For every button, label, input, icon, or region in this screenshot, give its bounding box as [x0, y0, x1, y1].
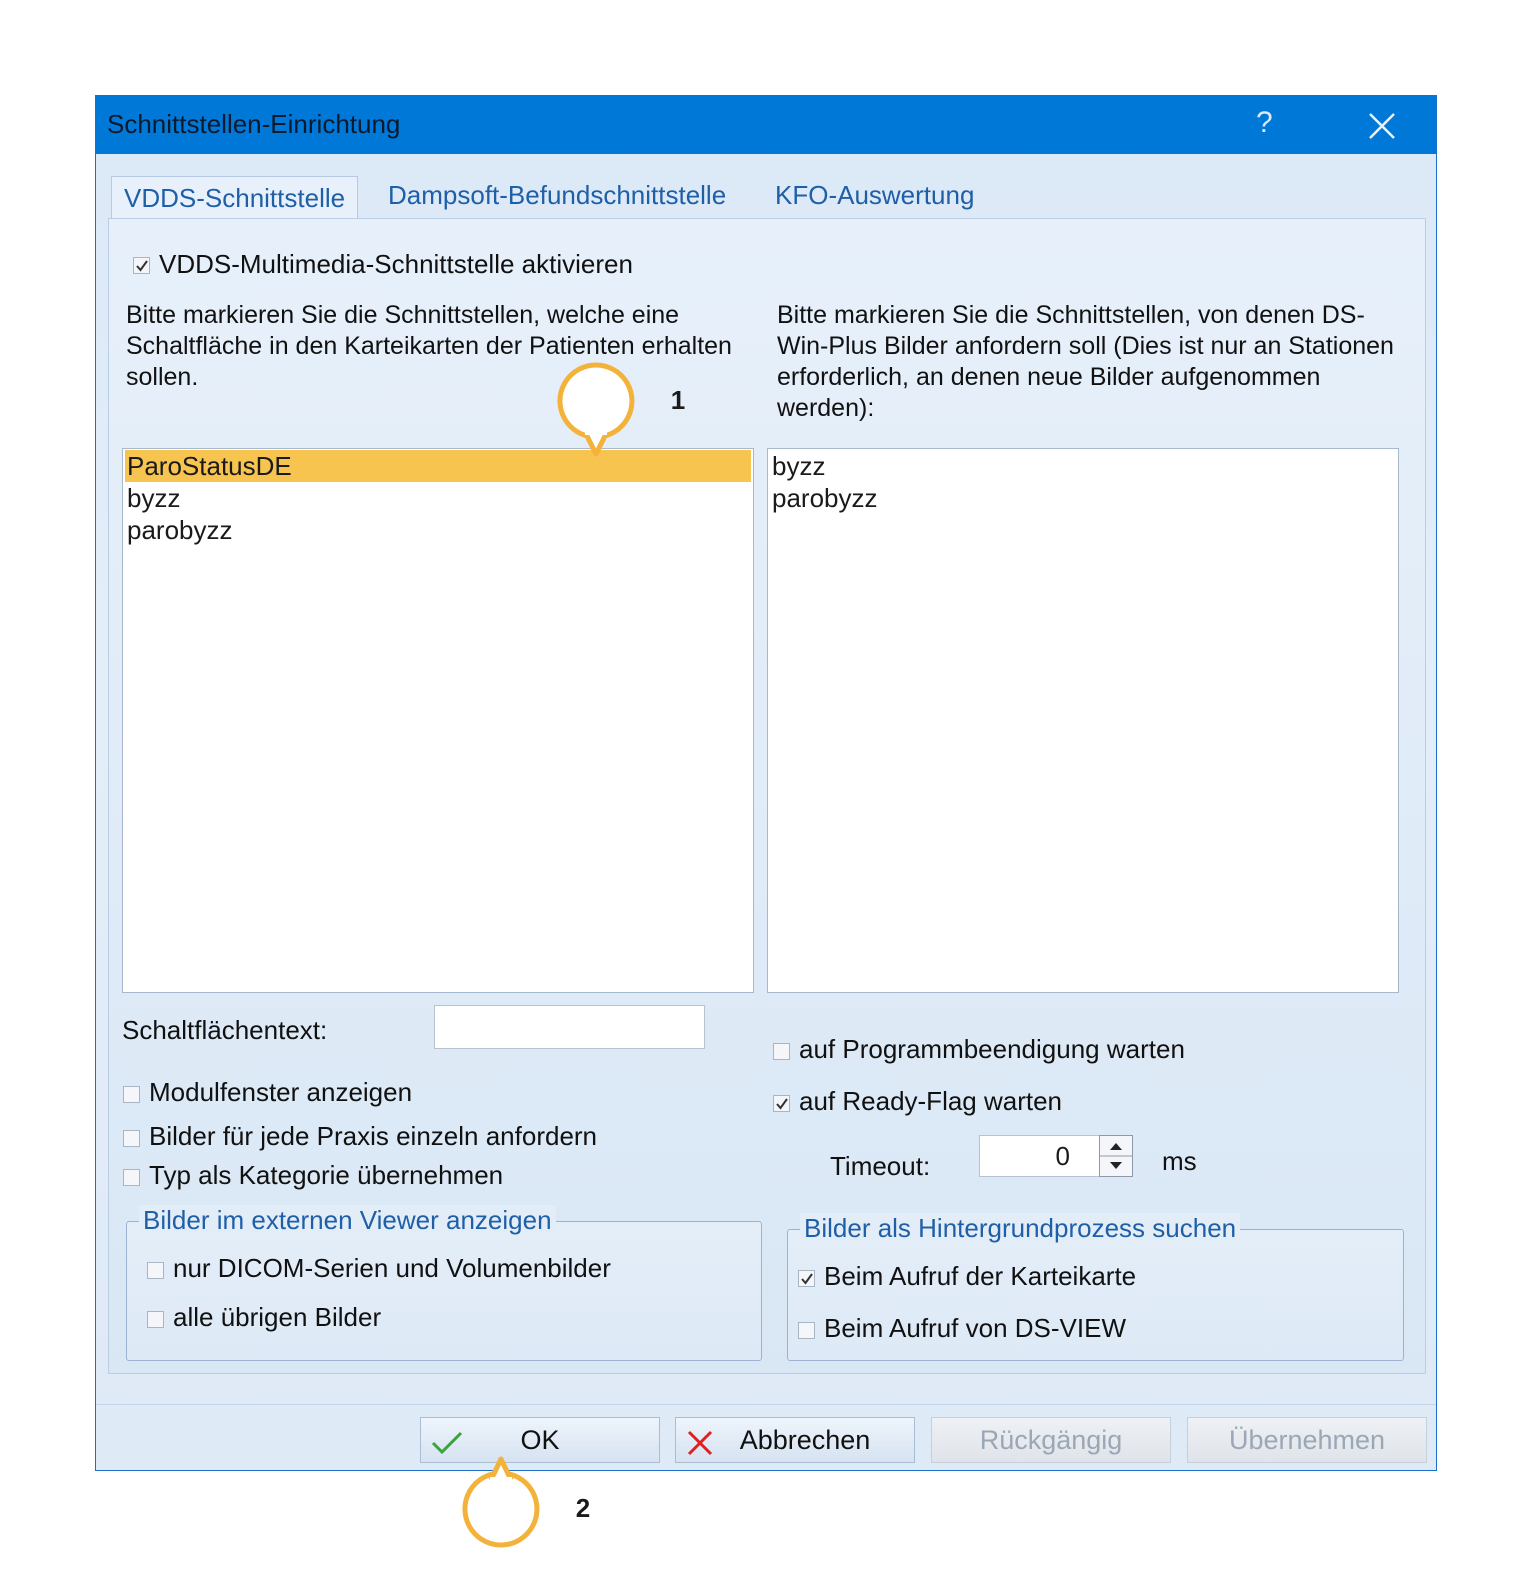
- check-icon: [135, 259, 149, 273]
- timeout-unit: ms: [1162, 1146, 1197, 1176]
- callout-number: 1: [670, 385, 686, 415]
- check-icon: [800, 1272, 814, 1286]
- on-record-card-checkbox[interactable]: [798, 1270, 815, 1287]
- wait-ready-flag-checkbox[interactable]: [773, 1095, 790, 1112]
- button-text-label: Schaltflächentext:: [122, 1015, 328, 1045]
- list-item[interactable]: parobyzz: [127, 515, 233, 545]
- dicom-only-checkbox[interactable]: [147, 1262, 164, 1279]
- list-item[interactable]: byzz: [127, 483, 181, 513]
- module-window-label: Modulfenster anzeigen: [149, 1077, 413, 1107]
- timeout-input[interactable]: 0: [979, 1135, 1101, 1177]
- timeout-spinner[interactable]: [1099, 1135, 1133, 1177]
- left-description: Bitte markieren Sie die Schnittstellen, welche eine Schaltfläche in den Karteikarten der Patienten erhalten sollen.: [126, 301, 732, 391]
- ok-label: OK: [520, 1425, 560, 1455]
- checkmark-icon: [431, 1426, 463, 1470]
- activate-label: VDDS-Multimedia-Schnittstelle aktivieren: [159, 249, 633, 279]
- right-description: Bitte markieren Sie die Schnittstellen, von denen DS-Win-Plus Bilder anfordern soll (Dies ist nur an Stationen erforderlich, an denen neue Bilder aufgenommen werden):: [777, 301, 1394, 422]
- external-viewer-legend: Bilder im externen Viewer anzeigen: [139, 1205, 556, 1236]
- apply-button[interactable]: Übernehmen: [1187, 1417, 1427, 1463]
- spinner-arrows-icon: [1100, 1136, 1132, 1176]
- on-ds-view-checkbox[interactable]: [798, 1322, 815, 1339]
- wait-program-end-checkbox[interactable]: [773, 1043, 790, 1060]
- per-practice-checkbox[interactable]: [123, 1130, 140, 1147]
- callout-marker-1: [555, 361, 686, 461]
- tab-kfo-auswertung[interactable]: KFO-Auswertung: [775, 180, 975, 210]
- tab-vdds-schnittstelle[interactable]: VDDS-Schnittstelle: [111, 176, 358, 218]
- window-title: Schnittstellen-Einrichtung: [107, 109, 401, 139]
- background-search-group: [787, 1213, 1404, 1361]
- check-icon: [775, 1097, 789, 1111]
- callout-number: 2: [575, 1493, 591, 1523]
- wait-ready-flag-label: auf Ready-Flag warten: [799, 1086, 1063, 1116]
- cancel-button[interactable]: [675, 1417, 915, 1463]
- background-search-legend: Bilder als Hintergrundprozess suchen: [800, 1213, 1240, 1244]
- tab-bar: [96, 154, 1436, 218]
- tab-dampsoft-befundschnittstelle[interactable]: Dampsoft-Befundschnittstelle: [388, 180, 727, 210]
- type-as-category-label: Typ als Kategorie übernehmen: [149, 1160, 504, 1190]
- title-bar[interactable]: [96, 96, 1436, 154]
- external-viewer-group: [126, 1205, 762, 1361]
- callout-marker-2: [460, 1453, 591, 1553]
- callout-bubble-icon: [555, 361, 637, 461]
- other-images-checkbox[interactable]: [147, 1311, 164, 1328]
- dialog-window: [95, 95, 1437, 1471]
- per-practice-label: Bilder für jede Praxis einzeln anfordern: [149, 1121, 598, 1151]
- timeout-label: Timeout:: [830, 1151, 931, 1181]
- tab-page: [108, 218, 1426, 1374]
- button-bar: [96, 1404, 1436, 1473]
- cross-icon: [686, 1426, 714, 1470]
- close-icon: [1364, 108, 1400, 144]
- module-window-checkbox[interactable]: [123, 1086, 140, 1103]
- undo-button[interactable]: Rückgängig: [931, 1417, 1171, 1463]
- on-record-card-label: Beim Aufruf der Karteikarte: [824, 1261, 1137, 1291]
- help-button[interactable]: ?: [1256, 106, 1273, 139]
- button-text-input[interactable]: [434, 1005, 705, 1049]
- list-item[interactable]: byzz: [772, 451, 826, 481]
- list-item[interactable]: parobyzz: [772, 483, 878, 513]
- type-as-category-checkbox[interactable]: [123, 1169, 140, 1186]
- cancel-label: Abbrechen: [739, 1425, 871, 1455]
- dicom-only-label: nur DICOM-Serien und Volumenbilder: [173, 1253, 611, 1283]
- on-ds-view-label: Beim Aufruf von DS-VIEW: [824, 1313, 1126, 1343]
- image-interfaces-list[interactable]: [767, 448, 1399, 993]
- callout-bubble-icon: [460, 1453, 542, 1553]
- button-interfaces-list[interactable]: [122, 448, 754, 993]
- wait-program-end-label: auf Programmbeendigung warten: [799, 1034, 1185, 1064]
- close-button[interactable]: [1364, 108, 1400, 144]
- activate-checkbox[interactable]: [133, 257, 150, 274]
- other-images-label: alle übrigen Bilder: [173, 1302, 382, 1332]
- list-item[interactable]: ParoStatusDE: [125, 450, 751, 482]
